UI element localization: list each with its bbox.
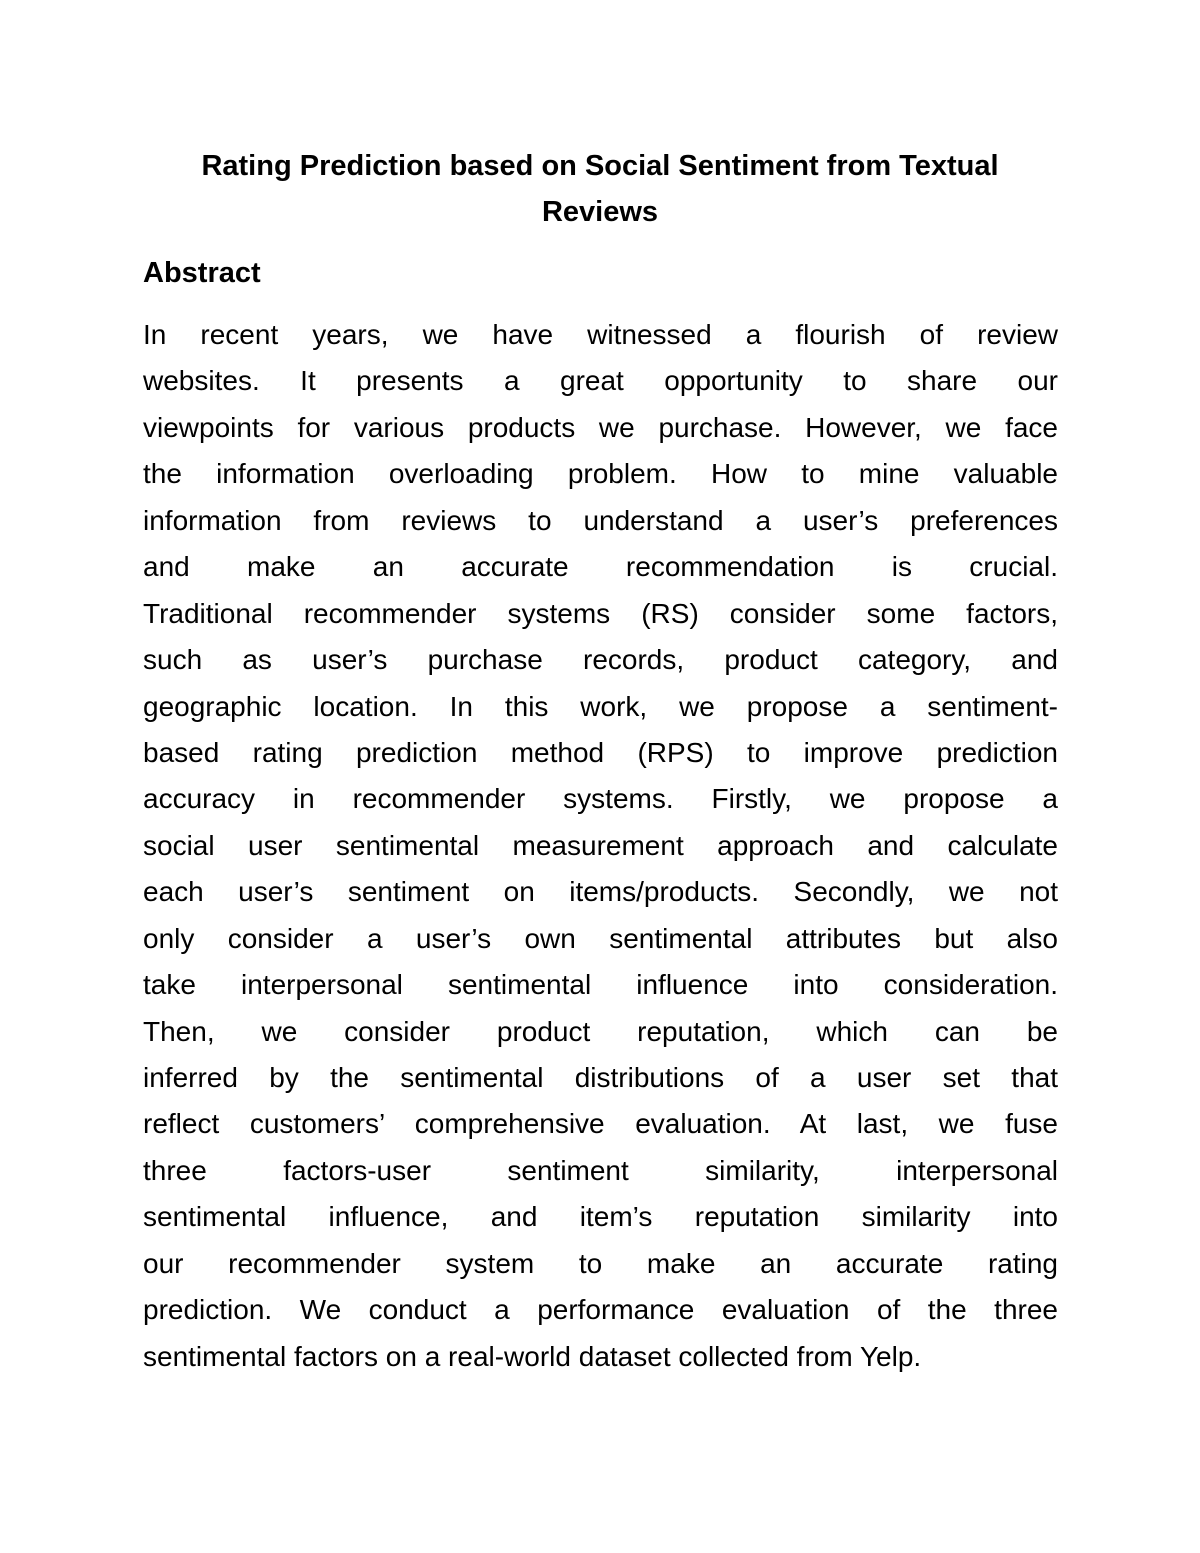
abstract-line: the information overloading problem. How to mine valuable (143, 458, 1058, 490)
abstract-line: each user’s sentiment on items/products. Secondly, we not (143, 876, 1058, 908)
abstract-line: only consider a user’s own sentimental attributes but also (143, 922, 1058, 954)
abstract-line: In recent years, we have witnessed a flourish of review (143, 319, 1058, 350)
abstract-line: accuracy in recommender systems. Firstly, we propose a (143, 783, 1058, 815)
title-line-1: Rating Prediction based on Social Sentiment from Textual (201, 150, 999, 182)
abstract-line: geographic location. In this work, we propose a sentiment- (143, 690, 1058, 722)
abstract-heading: Abstract (143, 257, 261, 289)
title-line-2: Reviews (541, 196, 659, 228)
abstract-line: based rating prediction method (RPS) to improve prediction (143, 736, 1058, 768)
abstract-body (143, 312, 1058, 1380)
abstract-line: Traditional recommender systems (RS) consider some factors, (143, 597, 1058, 629)
document-title (130, 143, 1070, 235)
abstract-line: Then, we consider product reputation, which can be (143, 1015, 1058, 1047)
abstract-line: reflect customers’ comprehensive evaluation. At last, we fuse (143, 1108, 1058, 1140)
abstract-line: take interpersonal sentimental influence into consideration. (143, 969, 1058, 1001)
abstract-line: such as user’s purchase records, product category, and (143, 644, 1058, 676)
abstract-line: our recommender system to make an accurate rating (143, 1247, 1058, 1279)
abstract-line: sentimental factors on a real-world dataset collected from Yelp. (143, 1340, 922, 1372)
abstract-line: social user sentimental measurement approach and calculate (143, 829, 1058, 861)
abstract-line: websites. It presents a great opportunity to share our (143, 365, 1058, 397)
abstract-line: sentimental influence, and item’s reputation similarity into (143, 1201, 1058, 1233)
abstract-line: three factors-user sentiment similarity, interpersonal (143, 1154, 1058, 1186)
abstract-line: and make an accurate recommendation is crucial. (143, 551, 1058, 583)
abstract-line: prediction. We conduct a performance evaluation of the three (143, 1294, 1058, 1326)
abstract-line: inferred by the sentimental distributions of a user set that (143, 1062, 1058, 1093)
abstract-line: information from reviews to understand a user’s preferences (143, 504, 1058, 536)
abstract-line: viewpoints for various products we purchase. However, we face (143, 411, 1058, 443)
